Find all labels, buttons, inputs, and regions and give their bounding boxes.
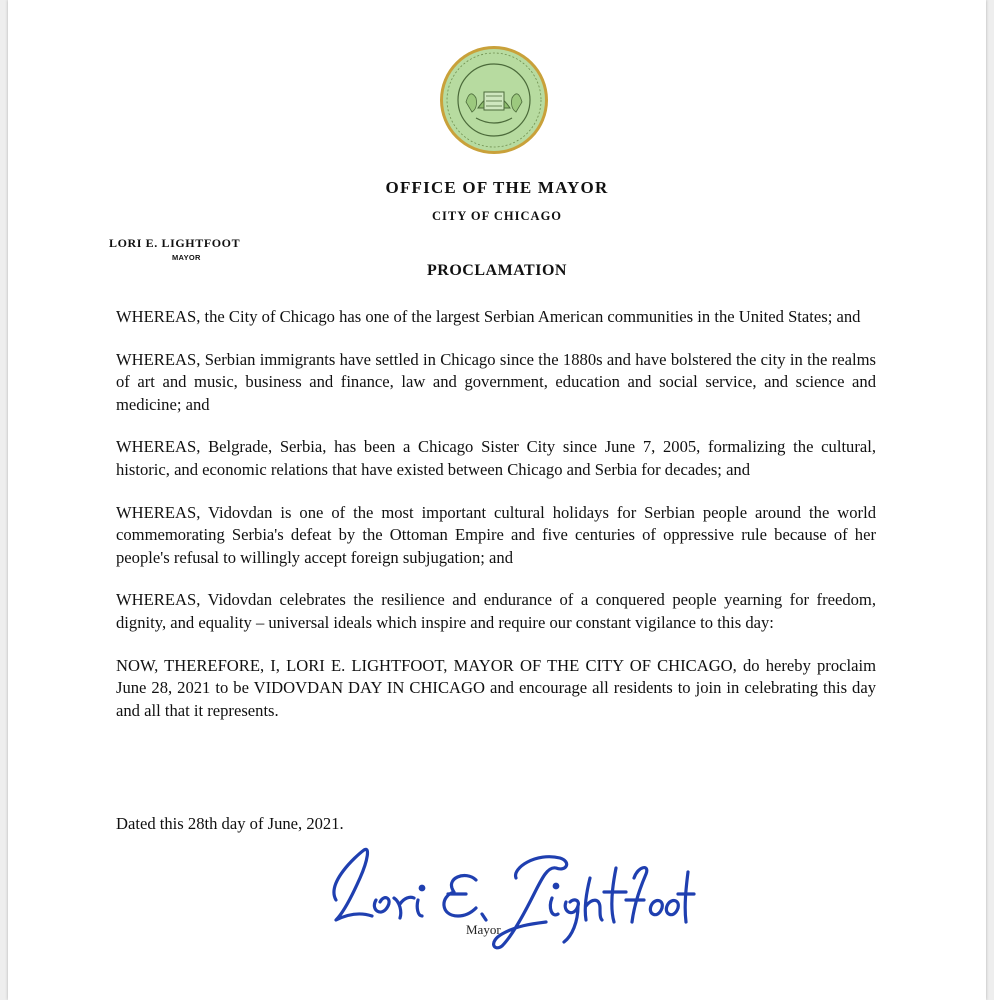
whereas-paragraph-5: WHEREAS, Vidovdan celebrates the resilience and endurance of a conquered people yearning for freedom, dignity, and equality – universal ideals which inspire and require our constant vigilance to this day: [116, 590, 876, 632]
mayor-name: LORI E. LIGHTFOOT [109, 236, 241, 250]
mayor-signature-icon [316, 838, 696, 958]
city-title: CITY OF CHICAGO [431, 209, 563, 223]
mayor-role: MAYOR [172, 253, 201, 262]
whereas-paragraph-4: WHEREAS, Vidovdan is one of the most important cultural holidays for Serbian people around the world commemorating Serbia's defeat by the Ottoman Empire and five centuries of oppressive rule because of her people's refusal to willingly accept foreign subjugation; and [116, 502, 876, 567]
dated-line: Dated this 28th day of June, 2021. [116, 814, 344, 833]
whereas-paragraph-2: WHEREAS, Serbian immigrants have settled in Chicago since the 1880s and have bolstered the city in the realms of art and music, business and finance, law and government, education and social service, and science and medicine; and [116, 349, 876, 414]
whereas-paragraph-3: WHEREAS, Belgrade, Serbia, has been a Chicago Sister City since June 7, 2005, formalizing the cultural, historic, and economic relations that have existed between Chicago and Serbia for decades; and [116, 437, 876, 479]
document-title: PROCLAMATION [427, 262, 567, 279]
office-title: OFFICE OF THE MAYOR [385, 178, 609, 197]
whereas-paragraph-1: WHEREAS, the City of Chicago has one of the largest Serbian American communities in the United States; and [116, 307, 861, 326]
city-of-chicago-seal-icon [438, 44, 550, 156]
proclamation-paragraph: NOW, THEREFORE, I, LORI E. LIGHTFOOT, MAYOR OF THE CITY OF CHICAGO, do hereby proclaim June 28, 2021 to be VIDOVDAN DAY IN CHICAGO and encourage all residents to join in celebrating this day and all that it represents. [116, 655, 876, 720]
proclamation-body [116, 306, 876, 742]
signature-title: Mayor [466, 922, 501, 937]
